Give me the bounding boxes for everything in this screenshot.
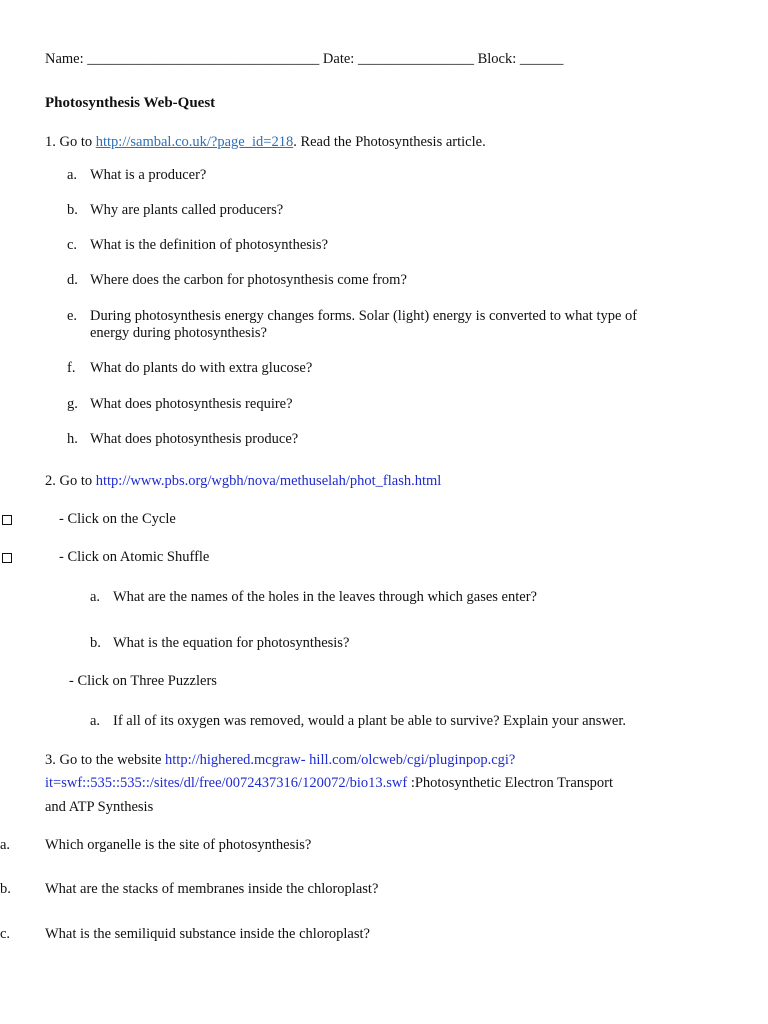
step-atomic-shuffle: - Click on Atomic Shuffle xyxy=(59,549,210,565)
list-item: a. xyxy=(90,589,101,605)
list-item-text: What is the semiliquid substance inside the chloroplast? xyxy=(45,926,370,942)
q1-link[interactable]: http://sambal.co.uk/?page_id=218 xyxy=(95,134,294,150)
date-label: Date: xyxy=(322,51,355,67)
list-item-text: What do plants do with extra glucose? xyxy=(90,360,313,376)
checkbox-icon[interactable] xyxy=(2,553,12,563)
checkbox-icon[interactable] xyxy=(2,515,12,525)
list-item: c. xyxy=(0,926,11,942)
q3-link-part1[interactable]: http://highered.mcgraw- hill.com/olcweb/cgi/pluginpop.cgi? xyxy=(165,752,516,768)
q2-link[interactable]: http://www.pbs.org/wgbh/nova/methuselah/phot_flash.html xyxy=(95,473,442,489)
list-item-text: What are the stacks of membranes inside the chloroplast? xyxy=(45,881,379,897)
block-label: Block: xyxy=(477,51,517,67)
header-line xyxy=(45,51,563,68)
name-label: Name: xyxy=(45,51,84,67)
question-3-cont xyxy=(45,775,613,792)
list-item: f. xyxy=(67,360,76,376)
list-item-text: During photosynthesis energy changes forms. Solar (light) energy is converted to what type of xyxy=(90,308,638,324)
list-item: b. xyxy=(67,202,78,218)
list-item-text: What is the definition of photosynthesis? xyxy=(90,237,329,253)
q3-link-part2[interactable]: it=swf::535::535::/sites/dl/free/0072437316/120072/bio13.swf xyxy=(45,775,408,791)
list-item: g. xyxy=(67,396,78,412)
list-item: a. xyxy=(67,167,78,183)
block-field[interactable]: ______ xyxy=(519,51,564,67)
list-item: e. xyxy=(67,308,78,324)
list-item-text: Which organelle is the site of photosynthesis? xyxy=(45,837,312,853)
q1-suffix: . Read the Photosynthesis article. xyxy=(293,134,486,150)
q2-prefix: 2. Go to xyxy=(45,473,93,489)
list-item-text: Why are plants called producers? xyxy=(90,202,284,218)
question-3 xyxy=(45,752,515,769)
list-item: a. xyxy=(90,713,101,729)
q3-line3: and ATP Synthesis xyxy=(45,799,154,815)
question-2 xyxy=(45,473,441,490)
step-cycle: - Click on the Cycle xyxy=(59,511,176,527)
date-field[interactable]: ________________ xyxy=(357,51,474,67)
list-item-text-cont: energy during photosynthesis? xyxy=(90,325,267,341)
q3-suffix: :Photosynthetic Electron Transport xyxy=(407,775,614,791)
list-item-text: What does photosynthesis produce? xyxy=(90,431,299,447)
list-item: c. xyxy=(67,237,78,253)
name-field[interactable]: ________________________________ xyxy=(87,51,320,67)
list-item-text: If all of its oxygen was removed, would a plant be able to survive? Explain your answer. xyxy=(113,713,627,729)
list-item: a. xyxy=(0,837,11,853)
list-item: h. xyxy=(67,431,78,447)
list-item: b. xyxy=(0,881,11,897)
step-three-puzzlers: - Click on Three Puzzlers xyxy=(69,673,217,689)
page-title: Photosynthesis Web-Quest xyxy=(45,95,216,111)
list-item-text: What is the equation for photosynthesis? xyxy=(113,635,350,651)
list-item-text: What does photosynthesis require? xyxy=(90,396,293,412)
list-item-text: What are the names of the holes in the leaves through which gases enter? xyxy=(113,589,537,605)
list-item-text: What is a producer? xyxy=(90,167,207,183)
list-item: b. xyxy=(90,635,101,651)
list-item-text: Where does the carbon for photosynthesis come from? xyxy=(90,272,407,288)
question-1 xyxy=(45,134,486,151)
list-item: d. xyxy=(67,272,78,288)
q1-prefix: 1. Go to xyxy=(45,134,93,150)
q3-prefix: 3. Go to the website xyxy=(45,752,162,768)
